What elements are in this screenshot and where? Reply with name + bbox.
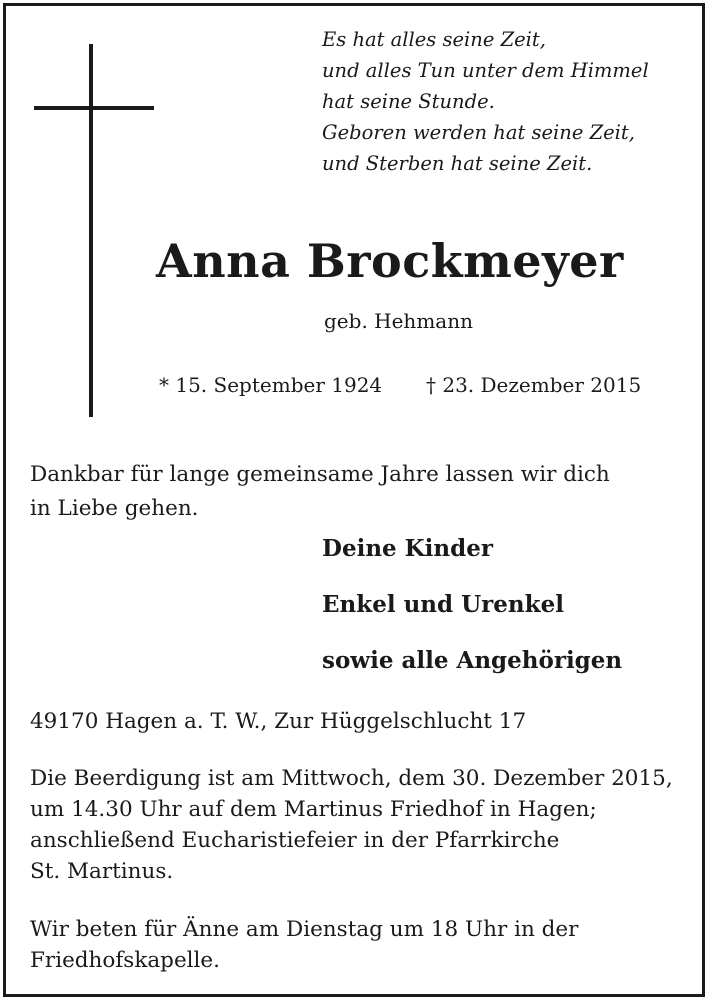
obituary-notice [3, 3, 705, 997]
verse-line: Es hat alles seine Zeit, [322, 28, 546, 51]
mourners-list [322, 521, 622, 689]
verse-line: und Sterben hat seine Zeit. [322, 152, 593, 175]
birth-name: geb. Hehmann [324, 309, 473, 333]
cross-icon-vertical [89, 44, 93, 417]
mourner-line: Deine Kinder [322, 535, 493, 562]
family-address: 49170 Hagen a. T. W., Zur Hüggelschlucht 17 [30, 709, 527, 734]
thanks-text [30, 458, 670, 526]
funeral-line: anschließend Eucharistiefeier in der Pfarrkirche [30, 828, 560, 853]
death-date: † 23. Dezember 2015 [426, 373, 642, 397]
thanks-line: Dankbar für lange gemeinsame Jahre lassen wir dich [30, 462, 610, 487]
prayer-line: Friedhofskapelle. [30, 948, 220, 973]
cross-icon-horizontal [34, 106, 154, 110]
funeral-line: Die Beerdigung ist am Mittwoch, dem 30. Dezember 2015, [30, 766, 673, 791]
mourner-line: Enkel und Urenkel [322, 591, 564, 618]
thanks-line: in Liebe gehen. [30, 496, 199, 521]
mourner-line: sowie alle Angehörigen [322, 647, 623, 674]
funeral-line: um 14.30 Uhr auf dem Martinus Friedhof in Hagen; [30, 797, 597, 822]
verse-line: und alles Tun unter dem Himmel [322, 59, 649, 82]
deceased-name: Anna Brockmeyer [156, 234, 624, 288]
prayer-details [30, 914, 578, 976]
verse-line: Geboren werden hat seine Zeit, [322, 121, 635, 144]
verse-line: hat seine Stunde. [322, 90, 495, 113]
prayer-line: Wir beten für Änne am Dienstag um 18 Uhr in der [30, 917, 579, 942]
birth-date: * 15. September 1924 [159, 373, 383, 397]
bible-verse [322, 24, 649, 179]
funeral-line: St. Martinus. [30, 859, 174, 884]
funeral-details [30, 763, 673, 887]
